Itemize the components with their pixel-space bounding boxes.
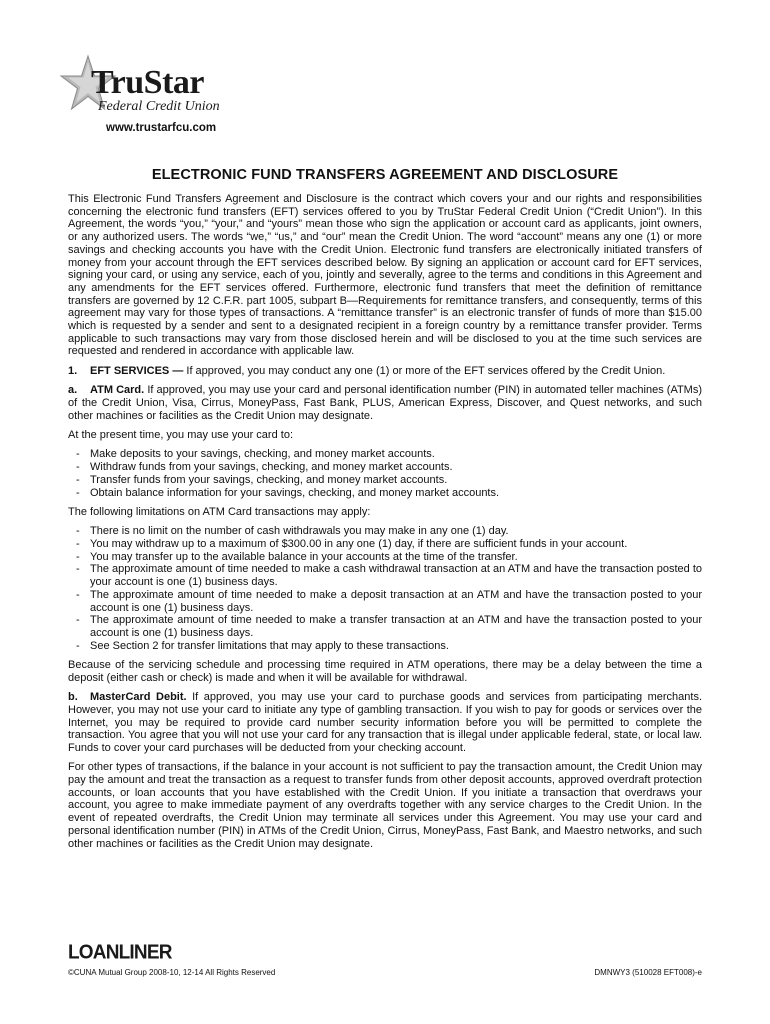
list-item: - The approximate amount of time needed to make a cash withdrawal transaction at an ATM and have the transaction posted to your account is one (1) business days.: [68, 563, 702, 588]
list-item: - Withdraw funds from your savings, checking, and money market accounts.: [68, 461, 702, 474]
list-item: - There is no limit on the number of cash withdrawals you may make in any one (1) day.: [68, 525, 702, 538]
website-link[interactable]: www.trustarfcu.com: [106, 122, 217, 134]
copyright-notice: ©CUNA Mutual Group 2008-10, 12-14 All Rights Reserved: [68, 968, 276, 977]
atm-delay-note: Because of the servicing schedule and processing time required in ATM operations, there may be a delay between the time a deposit (either cash or check) is made and when it will be available for withdrawal.: [68, 659, 702, 684]
logo-name: TruStar: [91, 64, 204, 101]
mastercard-heading: MasterCard Debit.: [90, 691, 187, 704]
loanliner-logo: LOANLINER: [68, 941, 172, 964]
list-item: - Obtain balance information for your savings, checking, and money market accounts.: [68, 487, 702, 500]
section-1-text: If approved, you may conduct any one (1) or more of the EFT services offered by the Credit Union.: [186, 364, 666, 377]
atm-card-paragraph: [68, 384, 702, 422]
list-item: - You may withdraw up to a maximum of $300.00 in any one (1) day, if there are sufficient funds in your account.: [68, 538, 702, 551]
section-1-number: 1.: [68, 364, 78, 377]
atm-limitations-list: [68, 525, 702, 652]
atm-card-heading: ATM Card.: [90, 384, 145, 397]
mastercard-label: b.: [68, 691, 78, 704]
atm-limitations-intro: The following limitations on ATM Card transactions may apply:: [68, 505, 371, 518]
logo-subtitle: Federal Credit Union: [98, 99, 220, 114]
list-item: - The approximate amount of time needed to make a transfer transaction at an ATM and have the transaction posted to your account is one (1) business days.: [68, 614, 702, 639]
atm-uses-intro: At the present time, you may use your card to:: [68, 429, 293, 442]
form-code: DMNWY3 (510028 EFT008)-e: [594, 968, 702, 977]
list-item: - You may transfer up to the available balance in your accounts at the time of the transfer.: [68, 551, 702, 564]
list-item: - Make deposits to your savings, checking, and money market accounts.: [68, 448, 702, 461]
section-1: [68, 365, 702, 378]
mastercard-paragraph: [68, 691, 702, 755]
document-body: [68, 193, 702, 857]
atm-uses-list: [68, 448, 702, 499]
atm-card-text: If approved, you may use your card and personal identification number (PIN) in automated teller machines (ATMs) of the Credit Union, Visa, Cirrus, MoneyPass, Fast Bank, PLUS, American Express, Discover, and Quest networks, and such other machines or facilities as the Credit Union may designate.: [68, 384, 703, 422]
section-1-heading: EFT SERVICES —: [90, 364, 184, 377]
list-item: - The approximate amount of time needed to make a deposit transaction at an ATM and have the transaction posted to your account is one (1) business days.: [68, 589, 702, 614]
atm-card-label: a.: [68, 384, 78, 397]
other-transactions-paragraph: For other types of transactions, if the balance in your account is not sufficient to pay the transaction amount, the Credit Union may pay the amount and treat the transaction as a request to transfer funds from other deposit accounts, approved overdraft protection accounts, or loan accounts that you have established with the Credit Union. If you initiate a transaction that overdraws your account, you agree to make immediate payment of any overdrafts together with any service charges to the Credit Union. In the event of repeated overdrafts, the Credit Union may terminate all services under this Agreement. You may use your card and personal identification number (PIN) in ATMs of the Credit Union, Cirrus, MoneyPass, Fast Bank, and Maestro networks, and such other machines or facilities as the Credit Union may designate.: [68, 761, 702, 850]
document-title: ELECTRONIC FUND TRANSFERS AGREEMENT AND DISCLOSURE: [151, 167, 619, 183]
list-item: - See Section 2 for transfer limitations that may apply to these transactions.: [68, 640, 702, 653]
mastercard-text: If approved, you may use your card to purchase goods and services from participating merchants. However, you may not use your card to initiate any type of gambling transaction. If you wish to pay for goods or services over the Internet, you may be required to provide card number security information before you will be permitted to complete the transaction. You agree that you will not use your card for any transaction that is illegal under applicable federal, state, or local law. Funds to cover your card purchases will be deducted from your checking account.: [68, 691, 702, 754]
trustar-logo: [58, 52, 258, 126]
intro-paragraph: This Electronic Fund Transfers Agreement and Disclosure is the contract which covers your and our rights and responsibilities concerning the electronic fund transfers (EFT) services offered to you by TruStar Federal Credit Union (“Credit Union”). In this Agreement, the words “you,” “your,” and “yours” mean those who sign the application or account card as applicants, joint owners, or any authorized users. The words “we,” “us,” and “our” mean the Credit Union. The word “account” means any one (1) or more savings and checking accounts you have with the Credit Union. Electronic fund transfers are electronically initiated transfers of money from your account through the EFT services described below. By signing an application or account card for EFT services, signing your card, or using any service, each of you, jointly and severally, agree to the terms and conditions in this Agreement and any amendments for the EFT services offered. Furthermore, electronic fund transfers that meet the definition of remittance transfers are governed by 12 C.F.R. part 1005, subpart B—Requirements for remittance transfers, and consequently, terms of this agreement may vary for those types of transactions. A “remittance transfer” is an electronic transfer of funds of more than $15.00 which is requested by a sender and sent to a designated recipient in a foreign country by a remittance transfer provider. Terms applicable to such transactions may vary from those disclosed herein and will be disclosed to you at the time such services are requested and rendered in accordance with applicable law.: [68, 193, 702, 358]
list-item: - Transfer funds from your savings, checking, and money market accounts.: [68, 474, 702, 487]
